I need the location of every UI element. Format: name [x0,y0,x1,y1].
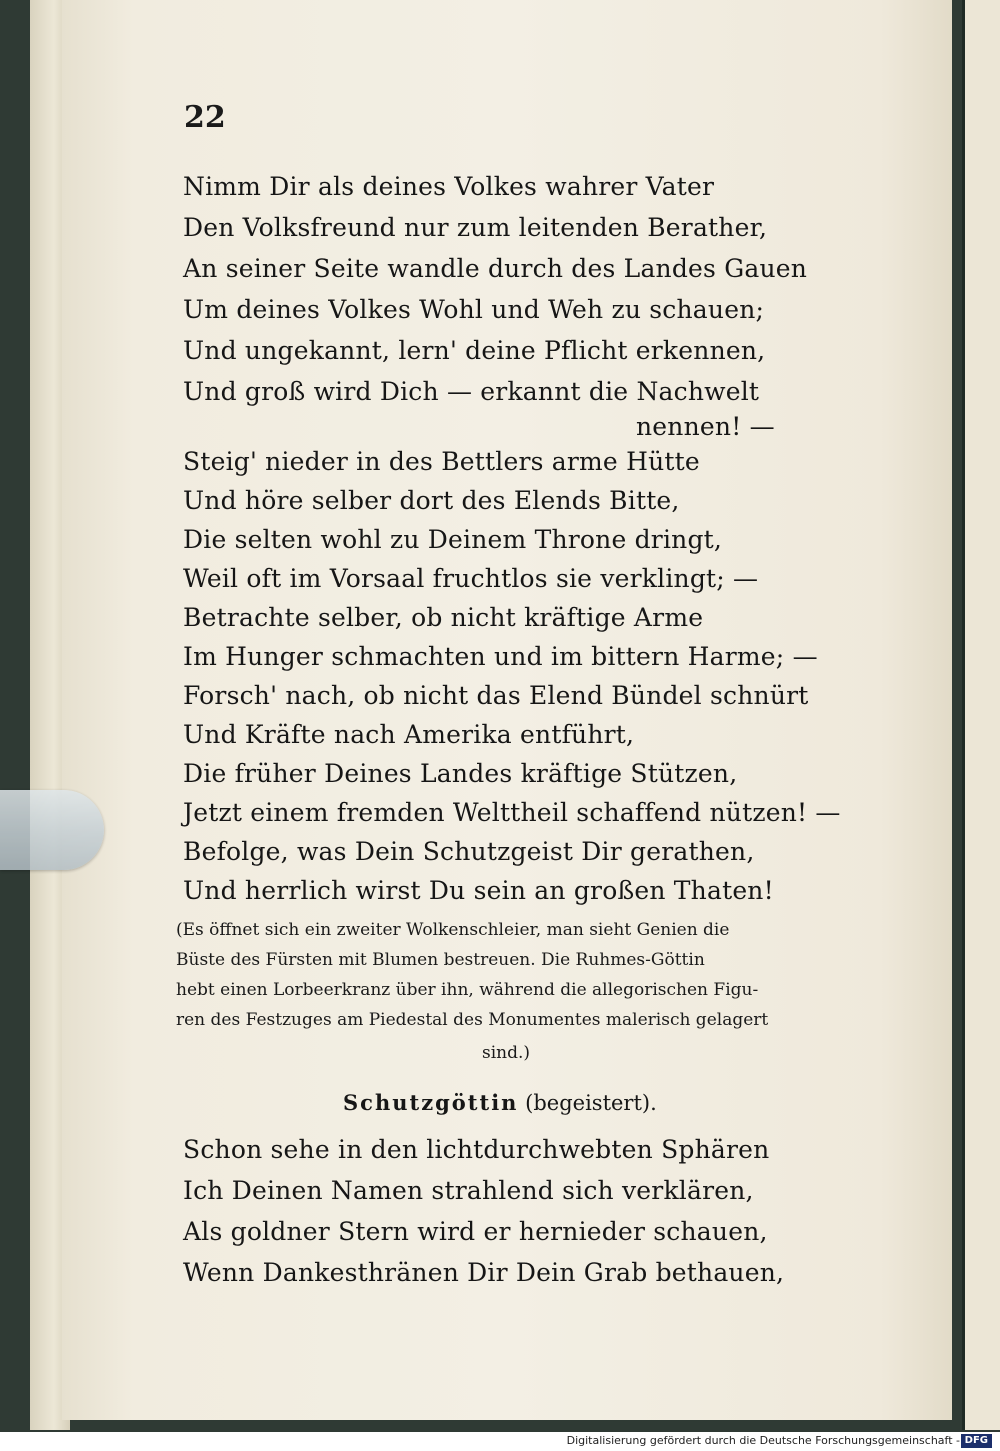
facing-page-edge [962,0,1000,1430]
stage-direction-line: ren des Festzuges am Piedestal des Monumentes malerisch gelagert [176,1010,769,1030]
verse-line: Und ungekannt, lern' deine Pflicht erkennen, [183,336,766,365]
stage-direction-line: hebt einen Lorbeerkranz über ihn, während die allegorischen Figu- [176,980,759,1000]
verse-line: Die früher Deines Landes kräftige Stützen, [183,759,738,788]
verse-line: Weil oft im Vorsaal fruchtlos sie verklingt; — [183,564,759,593]
speaker-name: Schutzgöttin [343,1090,519,1115]
verse-line: Schon sehe in den lichtdurchwebten Sphären [183,1135,770,1164]
verse-line: Um deines Volkes Wohl und Weh zu schauen; [183,295,765,324]
verse-line: Als goldner Stern wird er hernieder schauen, [183,1217,768,1246]
digitization-credit: Digitalisierung gefördert durch die Deutsche Forschungsgemeinschaft - [566,1434,960,1447]
verse-line: Nimm Dir als deines Volkes wahrer Vater [183,172,715,201]
verse-line: Befolge, was Dein Schutzgeist Dir gerathen, [183,837,755,866]
speaker-heading [343,1090,657,1115]
verse-line: Jetzt einem fremden Welttheil schaffend nützen! — [183,798,841,827]
speaker-note: (begeistert). [525,1091,657,1115]
verse-line: Und groß wird Dich — erkannt die Nachwelt [183,377,760,406]
page-clip-marker [0,790,104,870]
verse-line: Betrachte selber, ob nicht kräftige Arme [183,603,704,632]
page-number: 22 [184,100,226,135]
verse-line: Wenn Dankesthränen Dir Dein Grab bethauen, [183,1258,785,1287]
verse-line: An seiner Seite wandle durch des Landes Gauen [183,254,808,283]
verse-line: Im Hunger schmachten und im bittern Harme; — [183,642,818,671]
verse-line: Forsch' nach, ob nicht das Elend Bündel schnürt [183,681,809,710]
verse-line: Ich Deinen Namen strahlend sich verklären, [183,1176,754,1205]
verse-line: Und herrlich wirst Du sein an großen Thaten! [183,876,774,905]
verse-line: Den Volksfreund nur zum leitenden Berather, [183,213,768,242]
verse-line: Und Kräfte nach Amerika entführt, [183,720,635,749]
stage-direction-line: Büste des Fürsten mit Blumen bestreuen. Die Ruhmes-Göttin [176,950,705,970]
stage-direction-line: (Es öffnet sich ein zweiter Wolkenschleier, man sieht Genien die [176,920,730,940]
verse-line: Die selten wohl zu Deinem Throne dringt, [183,525,723,554]
stage-direction-end: sind.) [482,1043,531,1063]
verse-line: Und höre selber dort des Elends Bitte, [183,486,680,515]
dfg-logo: DFG [961,1434,992,1448]
verse-continuation: nennen! — [636,412,775,441]
verse-line: Steig' nieder in des Bettlers arme Hütte [183,447,700,476]
